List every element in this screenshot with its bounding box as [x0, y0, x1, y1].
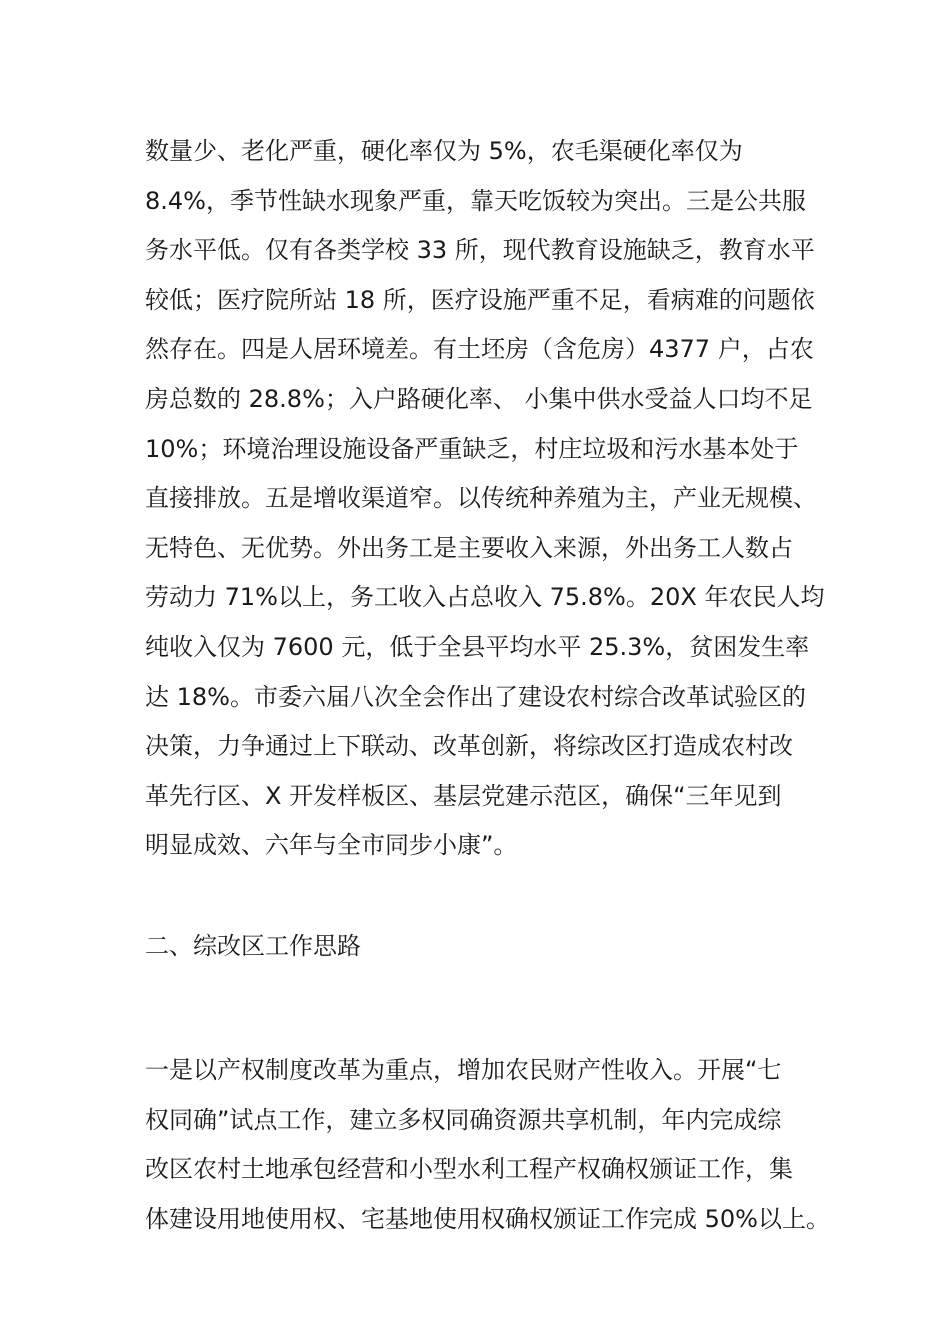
- paragraph-line: 劳动力 71%以上，务工收入占总收入 75.8%。20X 年农民人均: [145, 583, 825, 612]
- paragraph-line: 革先行区、X 开发样板区、基层党建示范区，确保“三年见到: [145, 781, 782, 810]
- paragraph-problems: [145, 127, 845, 871]
- paragraph-line: 房总数的 28.8%；入户路硬化率、 小集中供水受益人口均不足: [145, 384, 813, 413]
- paragraph-line: 权同确”试点工作，建立多权同确资源共享机制，年内完成综: [145, 1105, 782, 1134]
- paragraph-line: 决策，力争通过上下联动、改革创新，将综改区打造成农村改: [145, 732, 793, 761]
- section-heading-text: 二、综改区工作思路: [145, 932, 361, 960]
- paragraph-work-ideas: [145, 1046, 845, 1244]
- paragraph-line: 直接排放。五是增收渠道窄。以传统种养殖为主，产业无规模、: [145, 484, 817, 513]
- paragraph-line: 体建设用地使用权、宅基地使用权确权颁证工作完成 50%以上。: [145, 1204, 830, 1233]
- paragraph-line: 纯收入仅为 7600 元，低于全县平均水平 25.3%，贫困发生率: [145, 632, 810, 661]
- paragraph-line: 较低；医疗院所站 18 所，医疗设施严重不足，看病难的问题依: [145, 285, 815, 314]
- paragraph-line: 务水平低。仅有各类学校 33 所，现代教育设施缺乏，教育水平: [145, 236, 815, 265]
- paragraph-line: 明显成效、六年与全市同步小康”。: [145, 831, 518, 860]
- paragraph-line: 10%；环境治理设施设备严重缺乏，村庄垃圾和污水基本处于: [145, 434, 799, 463]
- paragraph-line: 8.4%，季节性缺水现象严重，靠天吃饭较为突出。三是公共服: [145, 186, 806, 215]
- paragraph-line: 改区农村土地承包经营和小型水利工程产权确权颁证工作，集: [145, 1155, 793, 1184]
- paragraph-line: 无特色、无优势。外出务工是主要收入来源，外出务工人数占: [145, 533, 793, 562]
- paragraph-line: 达 18%。市委六届八次全会作出了建设农村综合改革试验区的: [145, 682, 806, 711]
- paragraph-line: 数量少、老化严重，硬化率仅为 5%，农毛渠硬化率仅为: [145, 137, 743, 165]
- paragraph-line: 然存在。四是人居环境差。有土坯房（含危房）4377 户，占农: [145, 335, 814, 364]
- section-heading: [145, 922, 845, 972]
- paragraph-line: 一是以产权制度改革为重点，增加农民财产性收入。开展“七: [145, 1056, 782, 1084]
